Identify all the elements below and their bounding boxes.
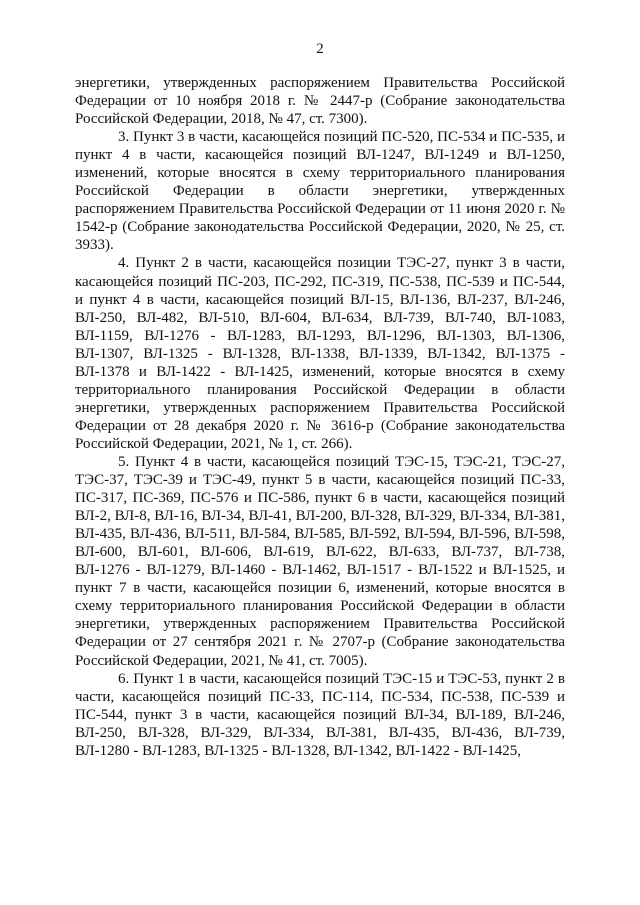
paragraph-item-6: 6. Пункт 1 в части, касающейся позиций ТЭС-15 и ТЭС-53, пункт 2 в части, касающейся позиций ПС-33, ПС-114, ПС-534, ПС-538, ПС-539 и ПС-544, пункт 3 в части, касающейся позиций ВЛ-34, ВЛ-189, ВЛ-246, ВЛ-250, ВЛ-328, ВЛ-329, ВЛ-334, ВЛ-381, ВЛ-435, ВЛ-436, ВЛ-739, ВЛ-1280 - ВЛ-1283, ВЛ-1325 - ВЛ-1328, ВЛ-1342, ВЛ-1422 - ВЛ-1425, [75, 670, 565, 759]
page-number: 2 [316, 41, 324, 57]
paragraph-item-3: 3. Пункт 3 в части, касающейся позиций ПС-520, ПС-534 и ПС-535, и пункт 4 в части, касающейся позиций ВЛ-1247, ВЛ-1249 и ВЛ-1250, изменений, которые вносятся в схему территориального планирования Российской Федерации в области энергетики, утвержденных распоряжением Правительства Российской Федерации от 11 июня 2020 г. № 1542-р (Собрание законодательства Российской Федерации, 2020, № 25, ст. 3933). [75, 129, 565, 254]
paragraph-continuation: энергетики, утвержденных распоряжением Правительства Российской Федерации от 10 ноября 2018 г. № 2447-р (Собрание законодательства Российской Федерации, 2018, № 47, ст. 7300). [75, 75, 565, 128]
paragraph-item-5: 5. Пункт 4 в части, касающейся позиций ТЭС-15, ТЭС-21, ТЭС-27, ТЭС-37, ТЭС-39 и ТЭС-49, пункт 5 в части, касающейся позиций ПС-33, ПС-317, ПС-369, ПС-576 и ПС-586, пункт 6 в части, касающейся позиций ВЛ-2, ВЛ-8, ВЛ-16, ВЛ-34, ВЛ-41, ВЛ-200, ВЛ-328, ВЛ-329, ВЛ-334, ВЛ-381, ВЛ-435, ВЛ-436, ВЛ-511, ВЛ-584, ВЛ-585, ВЛ-592, ВЛ-594, ВЛ-596, ВЛ-598, ВЛ-600, ВЛ-601, ВЛ-606, ВЛ-619, ВЛ-622, ВЛ-633, ВЛ-737, ВЛ-738, ВЛ-1276 - ВЛ-1279, ВЛ-1460 - ВЛ-1462, ВЛ-1517 - ВЛ-1522 и ВЛ-1525, и пункт 7 в части, касающейся позиции 6, изменений, которые вносятся в схему территориального планирования Российской Федерации в области энергетики, утвержденных распоряжением Правительства Российской Федерации от 27 сентября 2021 г. № 2707-р (Собрание законодательства Российской Федерации, 2021, № 41, ст. 7005). [75, 453, 565, 669]
document-body [75, 74, 565, 760]
paragraph-item-4: 4. Пункт 2 в части, касающейся позиции ТЭС-27, пункт 3 в части, касающейся позиций ПС-203, ПС-292, ПС-319, ПС-538, ПС-539 и ПС-544, и пункт 4 в части, касающейся позиций ВЛ-15, ВЛ-136, ВЛ-237, ВЛ-246, ВЛ-250, ВЛ-482, ВЛ-510, ВЛ-604, ВЛ-634, ВЛ-739, ВЛ-740, ВЛ-1083, ВЛ-1159, ВЛ-1276 - ВЛ-1283, ВЛ-1293, ВЛ-1296, ВЛ-1303, ВЛ-1306, ВЛ-1307, ВЛ-1325 - ВЛ-1328, ВЛ-1338, ВЛ-1339, ВЛ-1342, ВЛ-1375 - ВЛ-1378 и ВЛ-1422 - ВЛ-1425, изменений, которые вносятся в схему территориального планирования Российской Федерации в области энергетики, утвержденных распоряжением Правительства Российской Федерации от 28 декабря 2020 г. № 3616-р (Собрание законодательства Российской Федерации, 2021, № 1, ст. 266). [75, 255, 565, 452]
